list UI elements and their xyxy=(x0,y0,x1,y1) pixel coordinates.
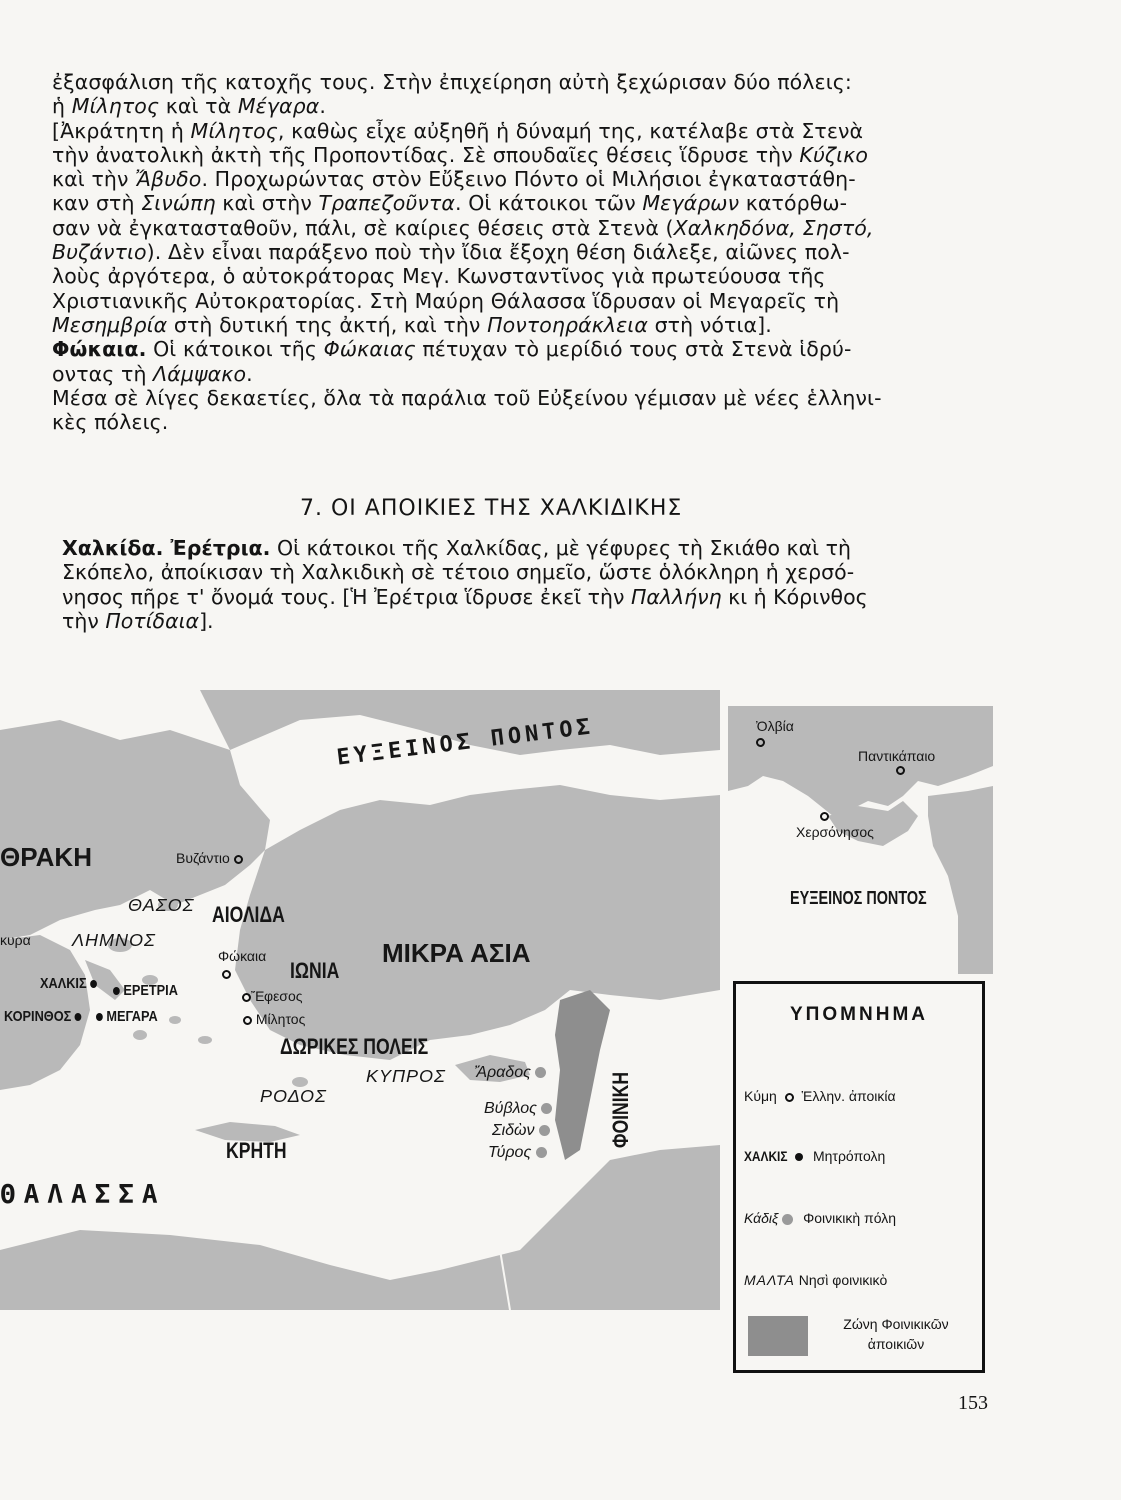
land-island xyxy=(169,1016,181,1024)
page-number: 153 xyxy=(958,1392,988,1414)
section-text xyxy=(62,536,982,633)
map-legend xyxy=(733,981,985,1373)
label-chalkis: ΧΑΛΚΙΣ xyxy=(40,975,97,992)
colony-marker xyxy=(234,855,243,864)
metropolis-marker xyxy=(113,987,120,995)
land-east xyxy=(928,786,993,974)
text-line: λοὺς ἀργότερα, ὁ αὐτοκράτορας Μεγ. Κωνσταντῖνος γιὰ πρωτεύουσα τῆς xyxy=(52,264,826,289)
label-rhodes: ΡΟΔΟΣ xyxy=(260,1086,327,1106)
legend-metropolis: ΧΑΛΚΙΣ Μητρόπολη xyxy=(744,1148,886,1164)
label-panticapaeum: Παντικάπαιο xyxy=(858,748,936,764)
label-thalassa: ΘΑΛΑΣΣΑ xyxy=(0,1180,166,1210)
text-line: καὶ τὴν Ἄβυδο. Προχωρώντας στὸν Εὔξεινο Πόντο οἱ Μιλήσιοι ἐγκαταστάθη- xyxy=(52,167,856,192)
label-sidon: Σιδὼν xyxy=(492,1122,550,1140)
text-line: Χαλκίδα. Ἐρέτρια. Οἱ κάτοικοι τῆς Χαλκίδας, μὲ γέφυρες τὴ Σκιάθο καὶ τὴ xyxy=(62,536,851,560)
label-olbia: Ὀλβία xyxy=(756,718,794,734)
label-inset-sea: ΕΥΞΕΙΝΟΣ ΠΟΝΤΟΣ xyxy=(790,888,927,908)
label-tyre: Τύρος xyxy=(488,1144,547,1162)
legend-colony: Κύμη Ἑλλην. ἀποικία xyxy=(744,1088,896,1104)
text-line: ἡ Μίλητος καὶ τὰ Μέγαρα. xyxy=(52,94,327,119)
main-text xyxy=(52,70,982,434)
label-byblos: Βύβλος xyxy=(484,1100,552,1118)
label-asia-minor: ΜΙΚΡΑ ΑΣΙΑ xyxy=(382,938,531,968)
colony-marker xyxy=(785,1093,794,1102)
label-aeolis: ΑΙΟΛΙΔΑ xyxy=(212,902,285,927)
colony-marker xyxy=(242,993,251,1002)
main-map xyxy=(0,690,720,1310)
label-eretria: ΕΡΕΤΡΙΑ xyxy=(113,982,178,999)
label-phocaea: Φώκαια xyxy=(218,948,267,964)
text-line: Φώκαια. Οἱ κάτοικοι τῆς Φώκαιας πέτυχαν τὸ μερίδιό τους στὰ Στενὰ ἱδρύ- xyxy=(52,337,852,362)
text-line: Μεσημβρία στὴ δυτική της ἀκτή, καὶ τὴν Ποντοηράκλεια στὴ νότια]. xyxy=(52,312,772,337)
label-dorian-cities: ΔΩΡΙΚΕΣ ΠΟΛΕΙΣ xyxy=(280,1034,429,1059)
label-miletus: Μίλητος xyxy=(243,1011,305,1027)
metropolis-marker xyxy=(75,1013,82,1021)
land-africa xyxy=(0,1145,720,1310)
text-line: κὲς πόλεις. xyxy=(52,410,169,435)
inset-shapes xyxy=(728,706,993,974)
text-line: Σκόπελο, ἀποίκισαν τὴ Χαλκιδικὴ σὲ τέτοιο σημεῖο, ὥστε ὁλόκληρη ἡ χερσό- xyxy=(62,560,855,585)
label-megara: ΜΕΓΑΡΑ xyxy=(96,1008,158,1025)
colony-marker xyxy=(896,766,905,775)
legend-title: ΥΠΟΜΝΗΜΑ xyxy=(790,1004,928,1025)
metropolis-marker xyxy=(96,1013,103,1021)
legend-zone-swatch xyxy=(748,1316,808,1356)
metropolis-marker xyxy=(90,980,97,988)
land-island xyxy=(198,1036,212,1044)
text-line: οντας τὴ Λάμψακο. xyxy=(52,361,253,386)
text-line: τὴν ἀνατολικὴ ἀκτὴ τῆς Προποντίδας. Σὲ σπουδαῖες θέσεις ἵδρυσε τὴν Κύζικο xyxy=(52,142,869,167)
phoenician-marker xyxy=(782,1214,793,1225)
label-lemnos: ΛΗΜΝΟΣ xyxy=(72,930,156,950)
colony-marker xyxy=(222,970,231,979)
text-line: τὴν Ποτίδαια]. xyxy=(62,608,214,633)
label-ionia: ΙΩΝΙΑ xyxy=(290,958,340,983)
legend-island: ΜΑΛΤΑ Νησὶ φοινικικὸ xyxy=(744,1272,888,1288)
label-cyprus: ΚΥΠΡΟΣ xyxy=(366,1066,446,1086)
label-phoenicia: ΦΟΙΝΙΚΗ xyxy=(608,1071,633,1148)
text-line: καν στὴ Σινώπη καὶ στὴν Τραπεζοῦντα. Οἱ κάτοικοι τῶν Μεγάρων κατόρθω- xyxy=(52,191,848,216)
colony-marker xyxy=(243,1016,252,1025)
label-corinth: ΚΟΡΙΝΘΟΣ xyxy=(4,1008,82,1025)
text-line: Μέσα σὲ λίγες δεκαετίες, ὅλα τὰ παράλια τοῦ Εὐξείνου γέμισαν μὲ νέες ἑλληνι- xyxy=(52,385,882,410)
phoenician-marker xyxy=(536,1147,547,1158)
label-euxine-sea: ΕΥΞΕΙΝΟΣ ΠΟΝΤΟΣ xyxy=(335,714,596,771)
section-heading: 7. ΟΙ ΑΠΟΙΚΙΕΣ ΤΗΣ ΧΑΛΚΙΔΙΚΗΣ xyxy=(300,496,683,521)
label-kyra: κυρα xyxy=(0,932,31,948)
map-shapes xyxy=(0,690,720,1310)
label-byzantium: Βυζάντιο xyxy=(176,850,243,866)
text-line: Βυζάντιο). Δὲν εἶναι παράξενο ποὺ τὴν ἴδια ἔξοχη θέση διάλεξε, αἰῶνες πολ- xyxy=(52,240,850,265)
phoenician-marker xyxy=(535,1067,546,1078)
legend-zone-text: Ζώνη Φοινικικῶν ἀποικιῶν xyxy=(843,1316,949,1352)
label-arados: Ἄραδος xyxy=(474,1064,546,1082)
text-line: σαν νὰ ἐγκατασταθοῦν, πάλι, σὲ καίριες θέσεις στὰ Στενὰ (Χαλκηδόνα, Σηστό, xyxy=(52,215,874,240)
text-line: νησος πῆρε τ' ὄνομά τους. [Ἡ Ἐρέτρια ἵδρυσε ἐκεῖ τὴν Παλλήνη κι ἡ Κόρινθος xyxy=(62,584,868,609)
text-line: Χριστιανικῆς Αὐτοκρατορίας. Στὴ Μαύρη Θάλασσα ἵδρυσαν οἱ Μεγαρεῖς τὴ xyxy=(52,288,840,313)
legend-phoenician: Κάδιξ Φοινικικὴ πόλη xyxy=(744,1210,897,1226)
text-line: [Ἀκράτητη ἡ Μίλητος, καθὼς εἶχε αὐξηθῆ ἡ δύναμή της, κατέλαβε στὰ Στενὰ xyxy=(52,118,864,143)
colony-marker xyxy=(756,738,765,747)
colony-marker xyxy=(820,812,829,821)
label-crete: ΚΡΗΤΗ xyxy=(226,1138,287,1163)
land-island xyxy=(133,1030,147,1040)
label-chersonesus: Χερσόνησος xyxy=(796,824,874,840)
label-thasos: ΘΑΣΟΣ xyxy=(128,895,195,915)
label-ephesus: Ἔφεσος xyxy=(242,988,302,1004)
text-line: ἐξασφάλιση τῆς κατοχῆς τους. Στὴν ἐπιχείρηση αὐτὴ ξεχώρισαν δύο πόλεις: xyxy=(52,70,852,94)
land-asia-minor xyxy=(235,785,720,1060)
phoenician-marker xyxy=(539,1125,550,1136)
label-thrace: ΘΡΑΚΗ xyxy=(0,842,92,872)
zone-phoenicia xyxy=(555,990,610,1160)
metropolis-marker xyxy=(795,1153,803,1161)
phoenician-marker xyxy=(541,1103,552,1114)
inset-map xyxy=(728,706,993,974)
